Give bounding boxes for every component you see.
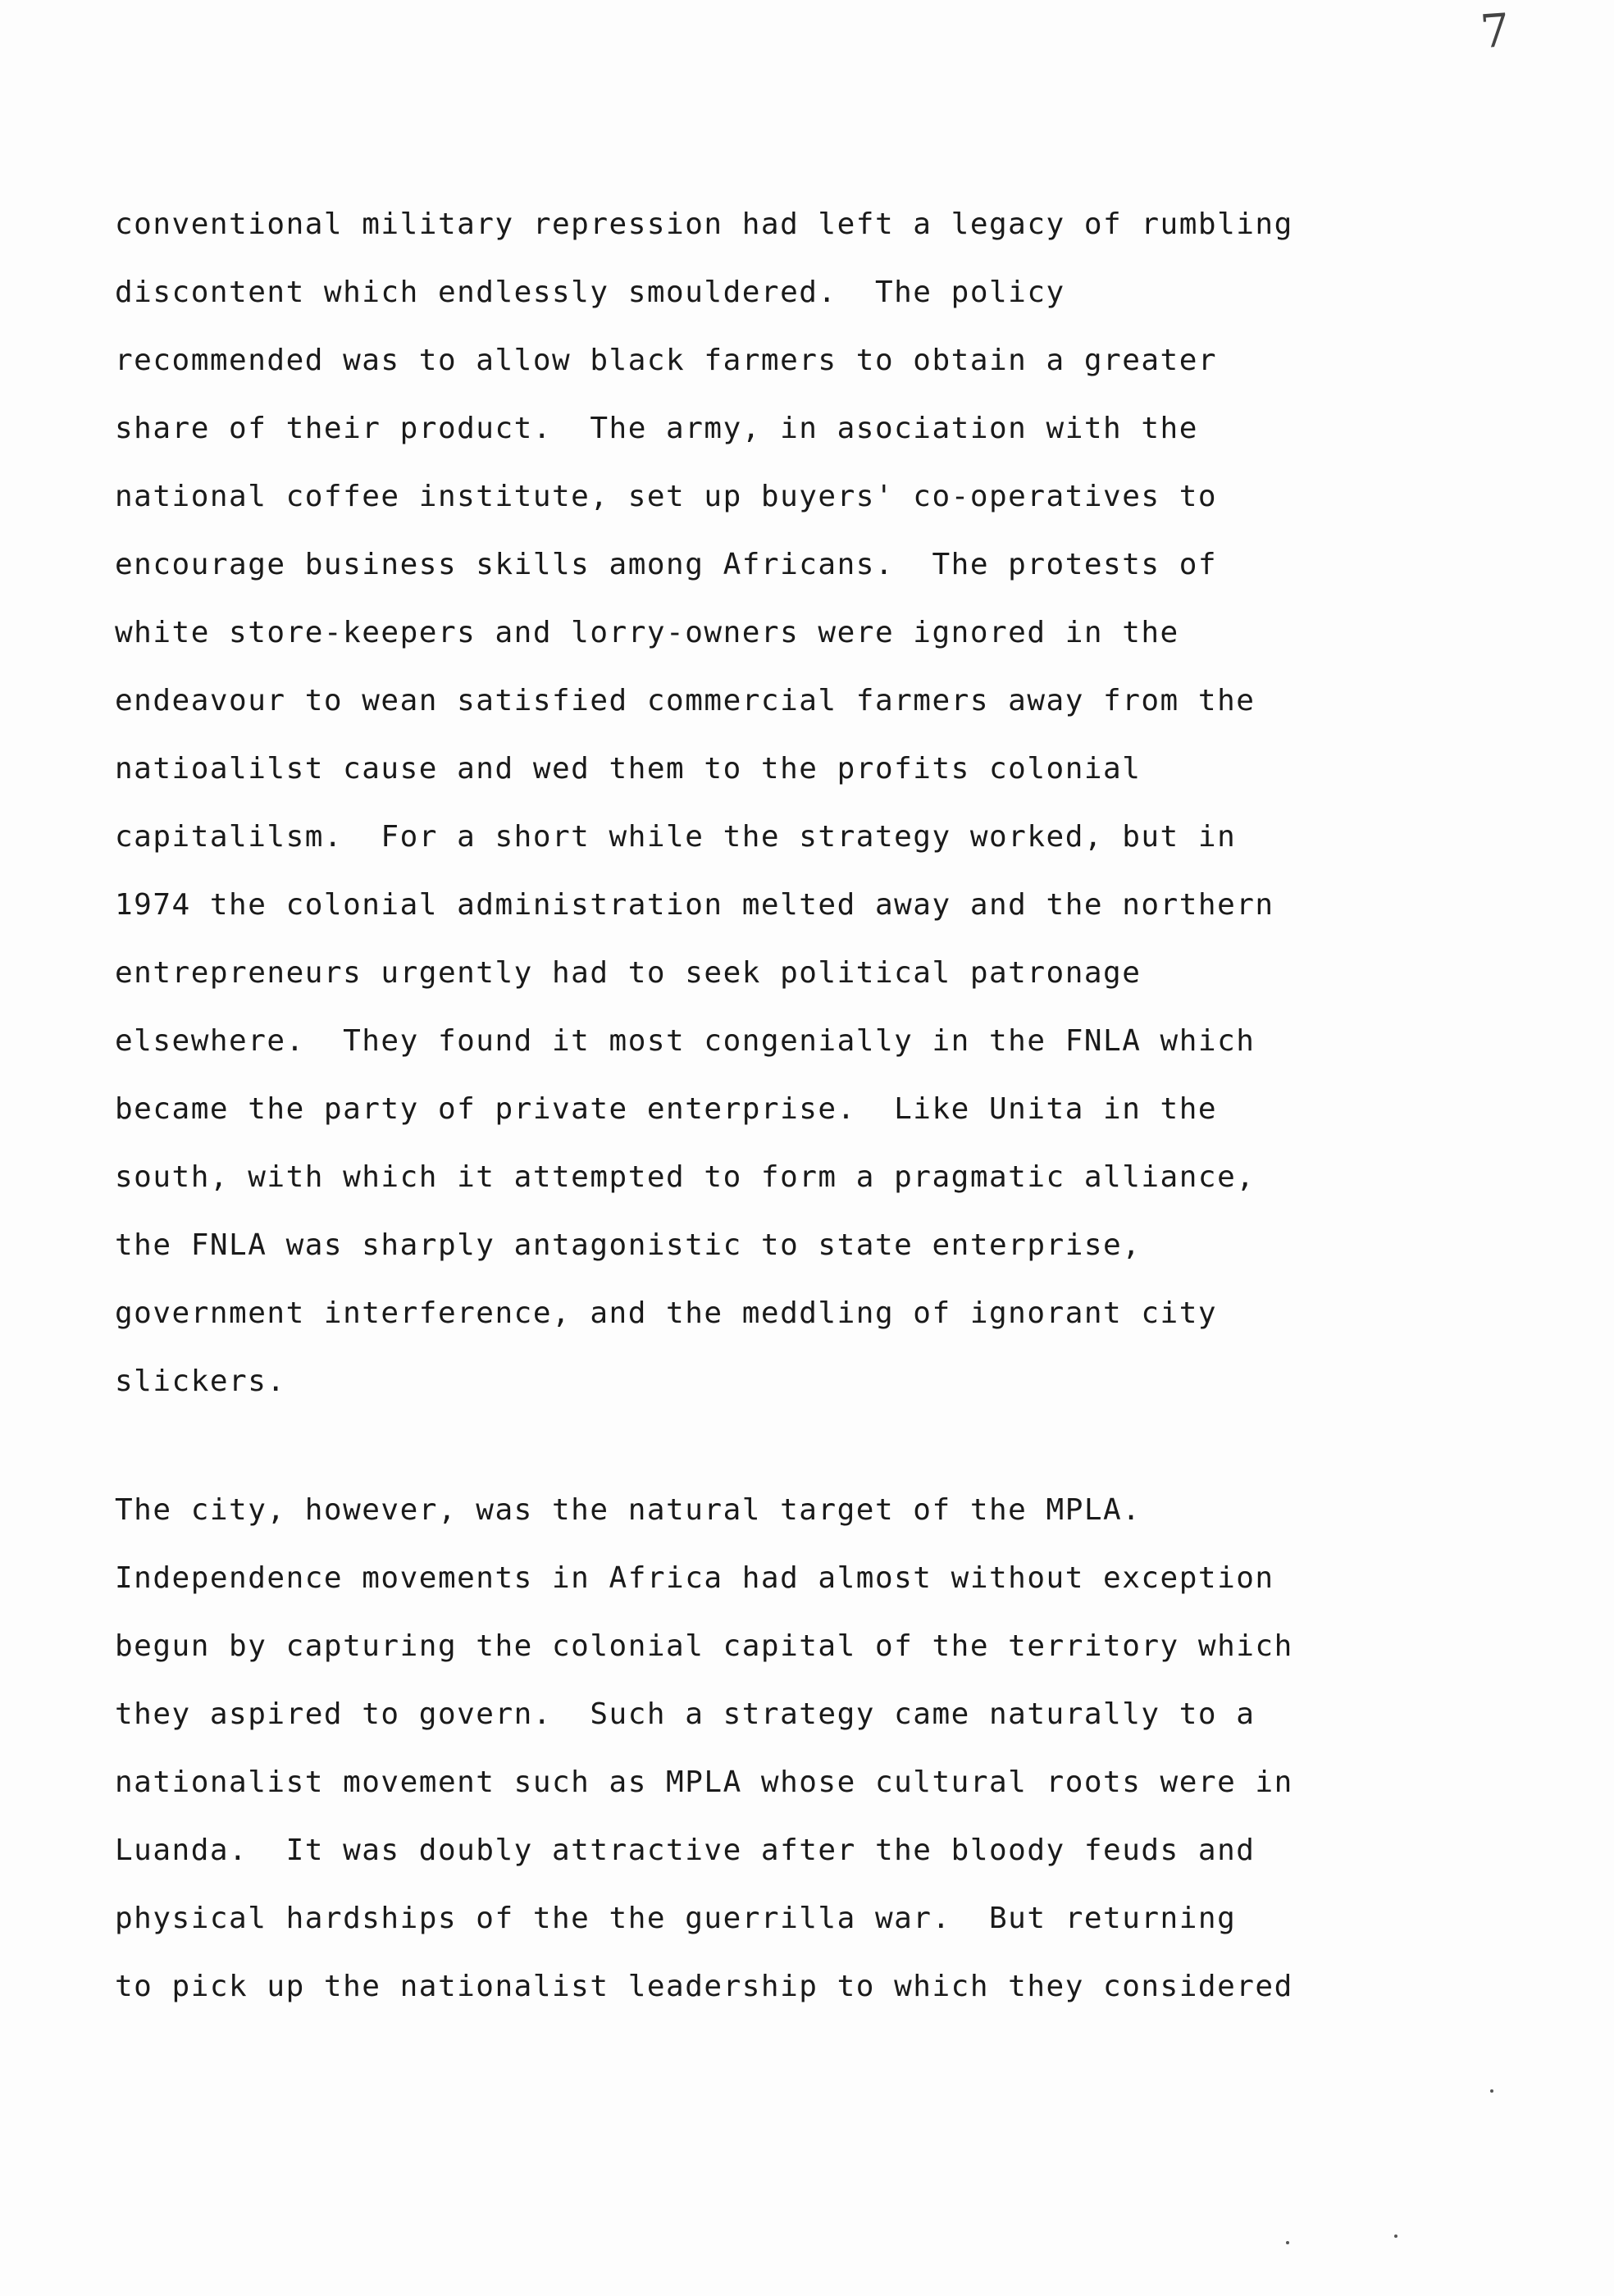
text-line: recommended was to allow black farmers to obtain a greater bbox=[115, 344, 1218, 377]
text-line: endeavour to wean satisfied commercial farmers away from the bbox=[115, 684, 1256, 718]
text-line: natioalilst cause and wed them to the profits colonial bbox=[115, 752, 1142, 786]
text-line: nationalist movement such as MPLA whose cultural roots were in bbox=[115, 1765, 1293, 1799]
text-line: 1974 the colonial administration melted away and the northern bbox=[115, 888, 1274, 922]
text-line: white store-keepers and lorry-owners were ignored in the bbox=[115, 616, 1179, 649]
text-line: government interference, and the meddling of ignorant city bbox=[115, 1296, 1218, 1330]
text-line: elsewhere. They found it most congenially in the FNLA which bbox=[115, 1024, 1256, 1058]
paragraph-2 bbox=[115, 1476, 1525, 2020]
text-line: physical hardships of the the guerrilla war. But returning bbox=[115, 1902, 1237, 1935]
text-line: Independence movements in Africa had almost without exception bbox=[115, 1561, 1274, 1595]
text-line: the FNLA was sharply antagonistic to state enterprise, bbox=[115, 1228, 1142, 1262]
text-line: discontent which endlessly smouldered. The policy bbox=[115, 276, 1065, 309]
text-line: share of their product. The army, in asociation with the bbox=[115, 412, 1198, 445]
text-line: became the party of private enterprise. Like Unita in the bbox=[115, 1092, 1218, 1126]
text-line: encourage business skills among Africans. The protests of bbox=[115, 548, 1218, 581]
text-line: begun by capturing the colonial capital of the territory which bbox=[115, 1629, 1293, 1663]
page-number-mark: 7 bbox=[1478, 3, 1513, 60]
text-line: The city, however, was the natural target of the MPLA. bbox=[115, 1493, 1142, 1527]
text-line: capitalilsm. For a short while the strategy worked, but in bbox=[115, 820, 1237, 854]
text-line: Luanda. It was doubly attractive after the bloody feuds and bbox=[115, 1834, 1256, 1867]
text-line: south, with which it attempted to form a pragmatic alliance, bbox=[115, 1160, 1256, 1194]
text-line: slickers. bbox=[115, 1364, 286, 1398]
text-line: national coffee institute, set up buyers' co-operatives to bbox=[115, 480, 1218, 513]
text-line: they aspired to govern. Such a strategy came naturally to a bbox=[115, 1697, 1256, 1731]
text-line: entrepreneurs urgently had to seek political patronage bbox=[115, 956, 1142, 990]
text-line: to pick up the nationalist leadership to which they considered bbox=[115, 1970, 1293, 2003]
text-line: conventional military repression had left a legacy of rumbling bbox=[115, 207, 1293, 241]
scan-speck bbox=[1286, 2241, 1289, 2244]
paragraph-1 bbox=[115, 190, 1525, 1415]
scan-speck bbox=[1394, 2234, 1397, 2238]
scan-speck bbox=[1490, 2089, 1493, 2093]
